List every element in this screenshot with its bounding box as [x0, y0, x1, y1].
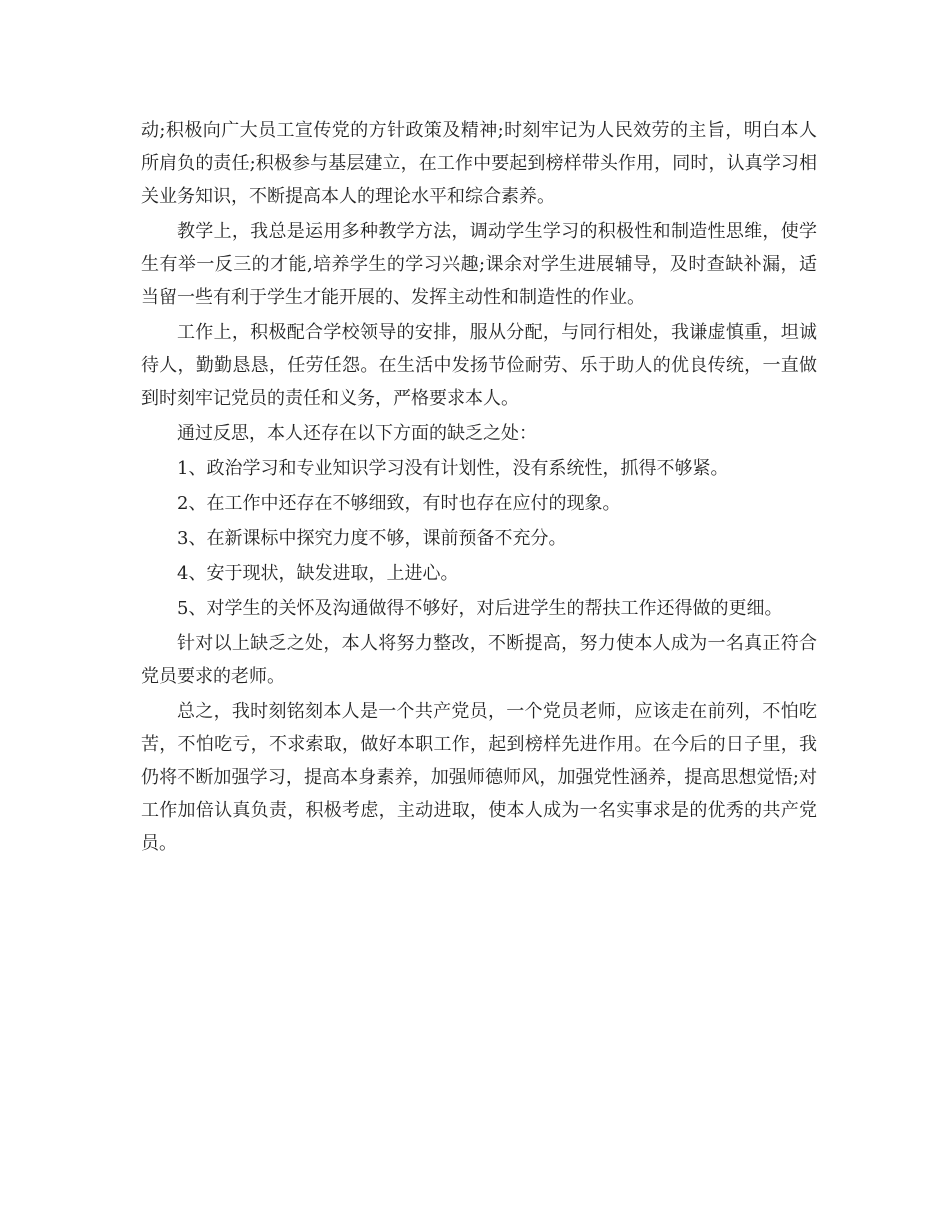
document-body [141, 114, 817, 860]
list-item-2: 2、在工作中还存在不够细致，有时也存在应付的现象。 [177, 493, 621, 514]
paragraph-teaching: 教学上，我总是运用多种教学方法，调动学生学习的积极性和制造性思维，使学生有举一反三的才能,培养学生的学习兴趣;课余对学生进展辅导，及时查缺补漏，适当留一些有利于学生才能开展的、发挥主动性和制造性的作业。 [141, 221, 817, 308]
paragraph-conclusion: 总之，我时刻铭刻本人是一个共产党员，一个党员老师，应该走在前列，不怕吃苦，不怕吃亏，不求索取，做好本职工作，起到榜样先进作用。在今后的日子里，我仍将不断加强学习，提高本身素养，加强师德师风，加强党性涵养，提高思想觉悟;对工作加倍认真负责，积极考虑，主动进取，使本人成为一名实事求是的优秀的共产党员。 [141, 701, 817, 854]
list-item-4: 4、安于现状，缺发进取，上进心。 [177, 563, 459, 584]
list-item-1: 1、政治学习和专业知识学习没有计划性，没有系统性，抓得不够紧。 [177, 458, 729, 479]
paragraph-continuation: 动;积极向广大员工宣传党的方针政策及精神;时刻牢记为人民效劳的主旨，明白本人所肩负的责任;积极参与基层建立，在工作中要起到榜样带头作用，同时，认真学习相关业务知识，不断提高本人的理论水平和综合素养。 [141, 120, 817, 207]
list-item-3: 3、在新课标中探究力度不够，课前预备不充分。 [177, 528, 567, 549]
paragraph-improvement: 针对以上缺乏之处，本人将努力整改，不断提高，努力使本人成为一名真正符合党员要求的老师。 [141, 633, 817, 687]
paragraph-work: 工作上，积极配合学校领导的安排，服从分配，与同行相处，我谦虚慎重，坦诚待人，勤勤恳恳，任劳任怨。在生活中发扬节俭耐劳、乐于助人的优良传统，一直做到时刻牢记党员的责任和义务，严格要求本人。 [141, 322, 817, 409]
paragraph-reflection-intro: 通过反思，本人还存在以下方面的缺乏之处： [177, 423, 537, 444]
list-item-5: 5、对学生的关怀及沟通做得不够好，对后进学生的帮扶工作还得做的更细。 [177, 598, 783, 619]
